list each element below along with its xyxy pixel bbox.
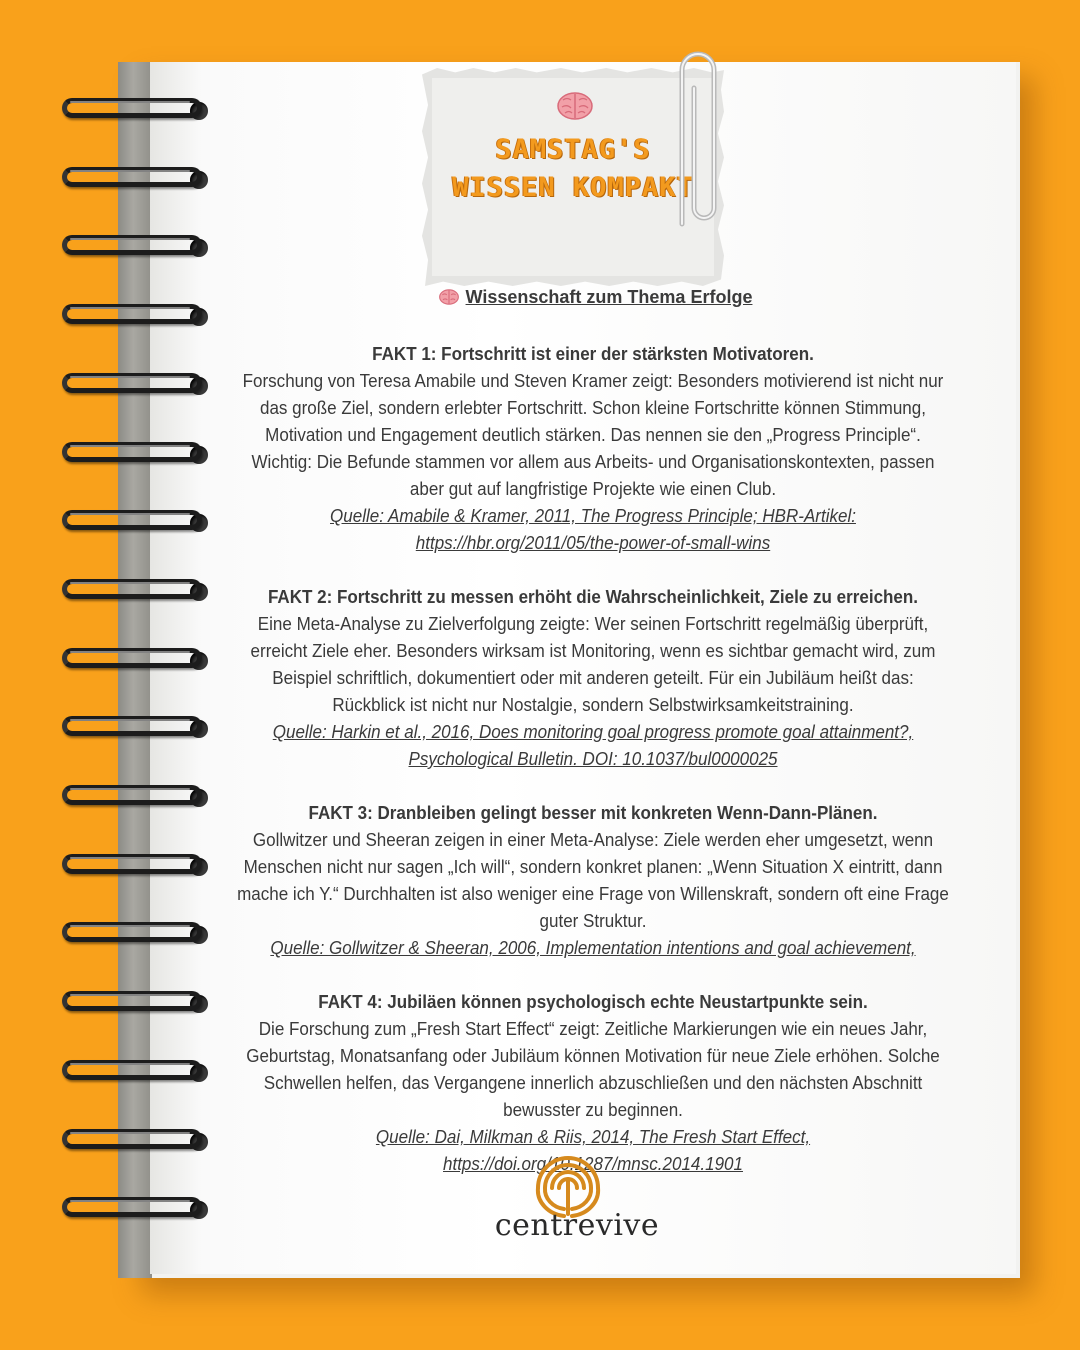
spiral-ring — [62, 167, 208, 191]
spiral-binding — [0, 62, 240, 1280]
paperclip-icon — [668, 48, 720, 234]
fact-2 — [237, 583, 949, 772]
fact-source-link[interactable]: Quelle: Dai, Milkman & Riis, 2014, The Fresh Start Effect, https://doi.org/10.1287/mnsc.2014.1901 — [375, 1126, 811, 1174]
fact-body: Gollwitzer und Sheeran zeigen in einer Meta-Analyse: Ziele werden eher umgesetzt, wenn Menschen nicht nur sagen „Ich will“, sondern konkret planen: „Wenn Situation X eintritt, dann mache ich Y.“ Durchhalten ist also weniger eine Frage von Willenskraft, sondern oft eine Frage guter Struktur. — [237, 829, 949, 931]
fact-body: Forschung von Teresa Amabile und Steven Kramer zeigt: Besonders motivierend ist nicht nur das große Ziel, sondern erlebter Fortschritt. Schon kleine Fortschritte können Stimmung, Motivation und Engagement deutlich stärken. Das nennen sie den „Progress Principle“. Wichtig: Die Befunde stammen vor allem aus Arbeits- und Organisationskontexten, passen aber gut auf langfristige Projekte wie einen Club. — [242, 370, 944, 499]
topic-heading — [300, 287, 890, 308]
spiral-ring — [62, 716, 208, 740]
header-title-line1: SAMSTAG'S — [495, 134, 651, 165]
spiral-ring — [62, 1129, 208, 1153]
fact-body: Eine Meta-Analyse zu Zielverfolgung zeigte: Wer seinen Fortschritt regelmäßig überprüft, erreicht Ziele eher. Besonders wirksam ist Monitoring, wenn es sichtbar gemacht wird, zum Beispiel schriftlich, dokumentiert oder mit anderen geteilt. Für ein Jubiläum heißt das: Rückblick ist nicht nur Nostalgie, sondern Selbstwirksamkeitstraining. — [250, 613, 936, 715]
fact-source-link[interactable]: Quelle: Harkin et al., 2016, Does monitoring goal progress promote goal attainment?, Psychological Bulletin. DOI: 10.1037/bul0000025 — [272, 721, 914, 769]
brain-emoji-icon — [438, 288, 460, 306]
spiral-ring — [62, 510, 208, 534]
fact-3 — [237, 799, 949, 961]
spiral-ring — [62, 98, 208, 122]
brain-emoji-icon — [555, 90, 595, 122]
spiral-ring — [62, 442, 208, 466]
spiral-ring — [62, 579, 208, 603]
spiral-ring — [62, 373, 208, 397]
header-title-line2: WISSEN KOMPAKT — [452, 172, 694, 203]
spiral-ring — [62, 648, 208, 672]
spiral-ring — [62, 991, 208, 1015]
spiral-ring — [62, 1197, 208, 1221]
spiral-ring — [62, 854, 208, 878]
facts-section — [237, 340, 949, 1204]
fact-title: FAKT 2: Fortschritt zu messen erhöht die Wahrscheinlichkeit, Ziele zu erreichen. — [267, 586, 919, 607]
spiral-ring — [62, 235, 208, 259]
fact-body: Die Forschung zum „Fresh Start Effect“ zeigt: Zeitliche Markierungen wie ein neues Jahr, Geburtstag, Monatsanfang oder Jubiläum können Motivation für neue Ziele erhöhen. Solche Schwellen helfen, das Vergangene innerlich abzuschließen und den nächsten Abschnitt bewusster zu beginnen. — [246, 1018, 940, 1120]
fact-1 — [237, 340, 949, 556]
fact-source-link[interactable]: Quelle: Gollwitzer & Sheeran, 2006, Implementation intentions and goal achievement, — [270, 937, 916, 958]
spiral-ring — [62, 922, 208, 946]
fact-title: FAKT 3: Dranbleiben gelingt besser mit konkreten Wenn-Dann-Plänen. — [308, 802, 878, 823]
brand-name: centrevive — [494, 1208, 660, 1243]
fact-source-link[interactable]: Quelle: Amabile & Kramer, 2011, The Progress Principle; HBR-Artikel: https://hbr.org/2011/05/the-power-of-small-wins — [330, 505, 856, 553]
spiral-ring — [62, 304, 208, 328]
spiral-ring — [62, 1060, 208, 1084]
fact-title: FAKT 4: Jubiläen können psychologisch echte Neustartpunkte sein. — [318, 991, 868, 1012]
fact-title: FAKT 1: Fortschritt ist einer der stärksten Motivatoren. — [372, 343, 814, 364]
spiral-ring — [62, 785, 208, 809]
topic-text: Wissenschaft zum Thema Erfolge — [465, 287, 753, 307]
fact-4 — [237, 988, 949, 1177]
